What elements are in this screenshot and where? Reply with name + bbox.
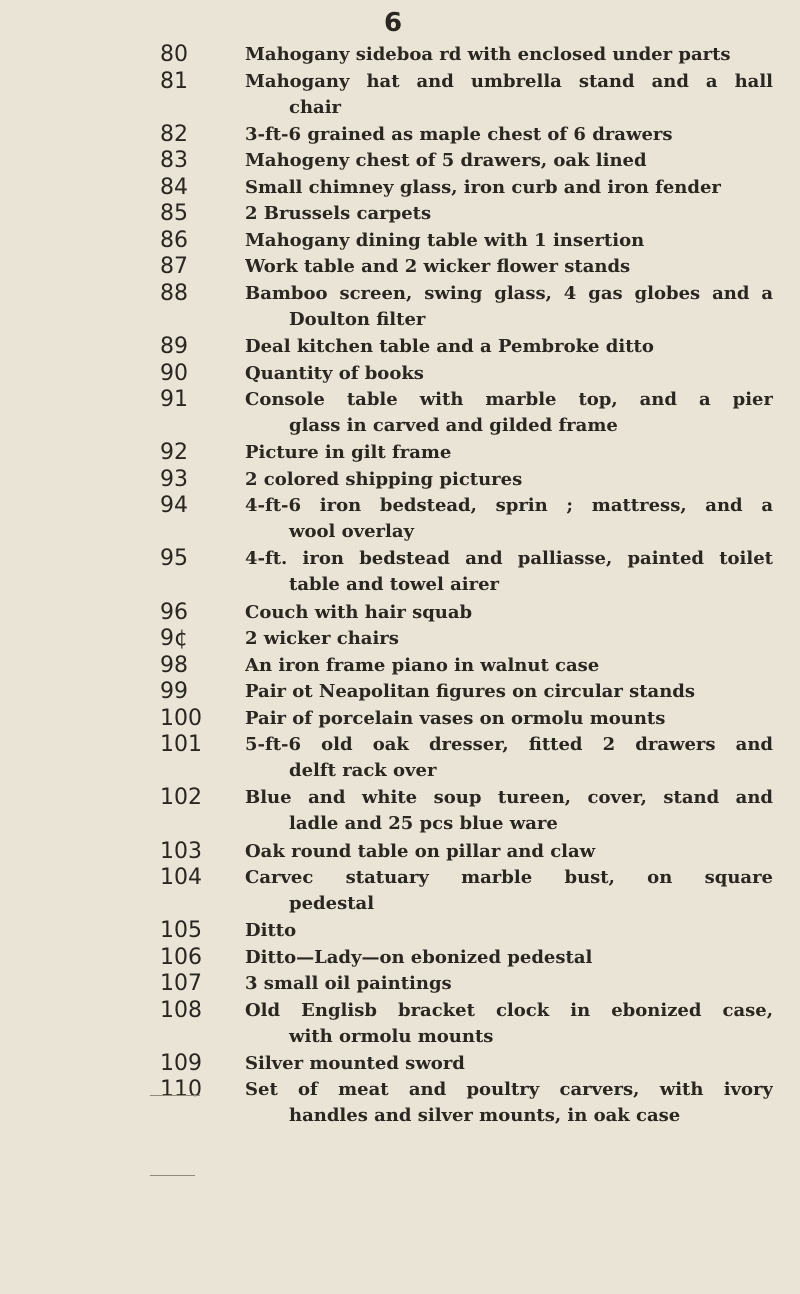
lot-description: [245, 918, 773, 944]
lot-description: [245, 254, 773, 280]
lot-description: [245, 626, 773, 652]
lot-description: [245, 148, 773, 174]
lot-description-line: Work table and 2 wicker flower stands: [245, 256, 631, 278]
lot-description-line: An iron frame piano in walnut case: [245, 654, 600, 676]
lot-number: 9¢: [160, 626, 188, 652]
lot-number: 90: [160, 360, 188, 386]
lot-description-line: Small chimney glass, iron curb and iron fender: [245, 176, 721, 198]
lot-number: 84: [160, 174, 188, 200]
lot-description-line: Console table with marble top, and a pier: [245, 389, 773, 411]
lot-description-continuation: table and towel airer: [289, 574, 500, 596]
lot-description-continuation: ladle and 25 pcs blue ware: [289, 813, 558, 835]
lot-description: [245, 334, 773, 360]
lot-description-line: Ditto: [245, 920, 297, 942]
lot-description-continuation: glass in carved and gilded frame: [289, 415, 618, 437]
page-number: 6: [384, 8, 403, 38]
lot-description: [245, 361, 773, 387]
lot-description: [245, 201, 773, 227]
lot-description: [245, 493, 773, 545]
lot-description-line: Old Englisb bracket clock in ebonized case,: [245, 999, 773, 1021]
lot-description: [245, 971, 773, 997]
lot-description-line: 3 small oil paintings: [245, 973, 452, 995]
lot-number: 81: [160, 68, 188, 94]
lot-description: [245, 467, 773, 493]
lot-description: [245, 42, 773, 68]
lot-description: [245, 706, 773, 732]
lot-number: 98: [160, 652, 188, 678]
lot-description-line: Carvec statuary marble bust, on square: [245, 867, 773, 889]
lot-description-line: 4-ft-6 iron bedstead, sprin ; mattress, and a: [245, 495, 773, 517]
lot-number: 92: [160, 440, 188, 466]
lot-number: 106: [160, 944, 202, 970]
lot-description-continuation: pedestal: [289, 893, 375, 915]
lot-description: [245, 679, 773, 705]
lot-number: 89: [160, 334, 188, 360]
lot-description-continuation: Doulton filter: [289, 308, 426, 330]
lot-description: [245, 839, 773, 865]
lot-description-line: 3-ft-6 grained as maple chest of 6 drawers: [245, 123, 673, 145]
lot-description-line: 5-ft-6 old oak dresser, fitted 2 drawers and: [245, 734, 773, 756]
lot-number: 107: [160, 971, 202, 997]
lot-description-line: Mahogany dining table with 1 insertion: [245, 229, 645, 251]
lot-description: [245, 600, 773, 626]
lot-description-line: Oak round table on pillar and claw: [245, 840, 596, 862]
lot-number: 87: [160, 254, 188, 280]
lot-number: 105: [160, 918, 202, 944]
lot-description-line: 2 colored shipping pictures: [245, 468, 523, 490]
lot-description-line: Deal kitchen table and a Pembroke ditto: [245, 336, 654, 358]
lot-description: [245, 440, 773, 466]
lot-description: [245, 387, 773, 439]
lot-description-line: Ditto—Lady—on ebonized pedestal: [245, 946, 593, 968]
lot-description-line: 2 wicker chairs: [245, 628, 399, 650]
lot-description-line: Quantity of books: [245, 362, 424, 384]
lot-description: [245, 785, 773, 837]
lot-number: 99: [160, 679, 188, 705]
lot-description-continuation: delft rack over: [289, 760, 437, 782]
lot-description-line: Mahogany sideboa rd with enclosed under parts: [245, 44, 731, 65]
lot-number: 94: [160, 493, 188, 519]
lot-description-line: 4-ft. iron bedstead and palliasse, painted toilet: [245, 548, 773, 570]
lot-description: [245, 281, 773, 333]
lot-description-line: Pair ot Neapolitan figures on circular stands: [245, 681, 696, 703]
lot-description-line: Couch with hair squab: [245, 601, 473, 623]
lot-number: 95: [160, 546, 188, 572]
lot-number: 101: [160, 732, 202, 758]
lot-description-line: Mahogany hat and umbrella stand and a hall: [245, 70, 773, 92]
lot-description: [245, 653, 773, 679]
lot-description-continuation: with ormolu mounts: [289, 1025, 494, 1047]
lot-description: [245, 175, 773, 201]
lot-number: 109: [160, 1050, 202, 1076]
lot-description: [245, 732, 773, 784]
lot-description: [245, 69, 773, 121]
lot-description: [245, 546, 773, 598]
lot-description: [245, 945, 773, 971]
lot-description-line: Pair of porcelain vases on ormolu mounts: [245, 707, 666, 729]
lot-number: 91: [160, 387, 188, 413]
lot-description-line: Set of meat and poultry carvers, with ivory: [245, 1079, 773, 1101]
lot-number: 80: [160, 42, 188, 67]
lot-number: 110: [160, 1077, 202, 1103]
lot-number: 88: [160, 280, 188, 306]
lot-description-line: Picture in gilt frame: [245, 442, 452, 464]
lot-number: 93: [160, 466, 188, 492]
lot-number: 102: [160, 785, 202, 811]
lot-number: 86: [160, 227, 188, 253]
lot-number: 100: [160, 705, 202, 731]
lot-description-line: 2 Brussels carpets: [245, 203, 432, 225]
lot-description: [245, 865, 773, 917]
lot-description-continuation: wool overlay: [289, 521, 414, 543]
lot-number: 82: [160, 121, 188, 147]
lot-description: [245, 1051, 773, 1077]
lot-description: [245, 228, 773, 254]
lot-number: 83: [160, 148, 188, 174]
lot-description: [245, 1077, 773, 1129]
lot-number: 104: [160, 865, 202, 891]
lot-description: [245, 122, 773, 148]
margin-mark: [150, 1175, 195, 1176]
lot-description: [245, 998, 773, 1050]
margin-mark: [150, 1095, 200, 1096]
lot-number: 85: [160, 201, 188, 227]
lot-description-line: Mahogeny chest of 5 drawers, oak lined: [245, 150, 647, 172]
lot-description-line: Silver mounted sword: [245, 1052, 465, 1074]
lot-description-continuation: handles and silver mounts, in oak case: [289, 1105, 681, 1127]
lot-number: 103: [160, 838, 202, 864]
lot-description-line: Blue and white soup tureen, cover, stand and: [245, 787, 773, 809]
lot-description-continuation: chair: [289, 96, 342, 118]
lot-description-line: Bamboo screen, swing glass, 4 gas globes and a: [245, 282, 773, 304]
lot-number: 96: [160, 599, 188, 625]
lot-number: 108: [160, 997, 202, 1023]
